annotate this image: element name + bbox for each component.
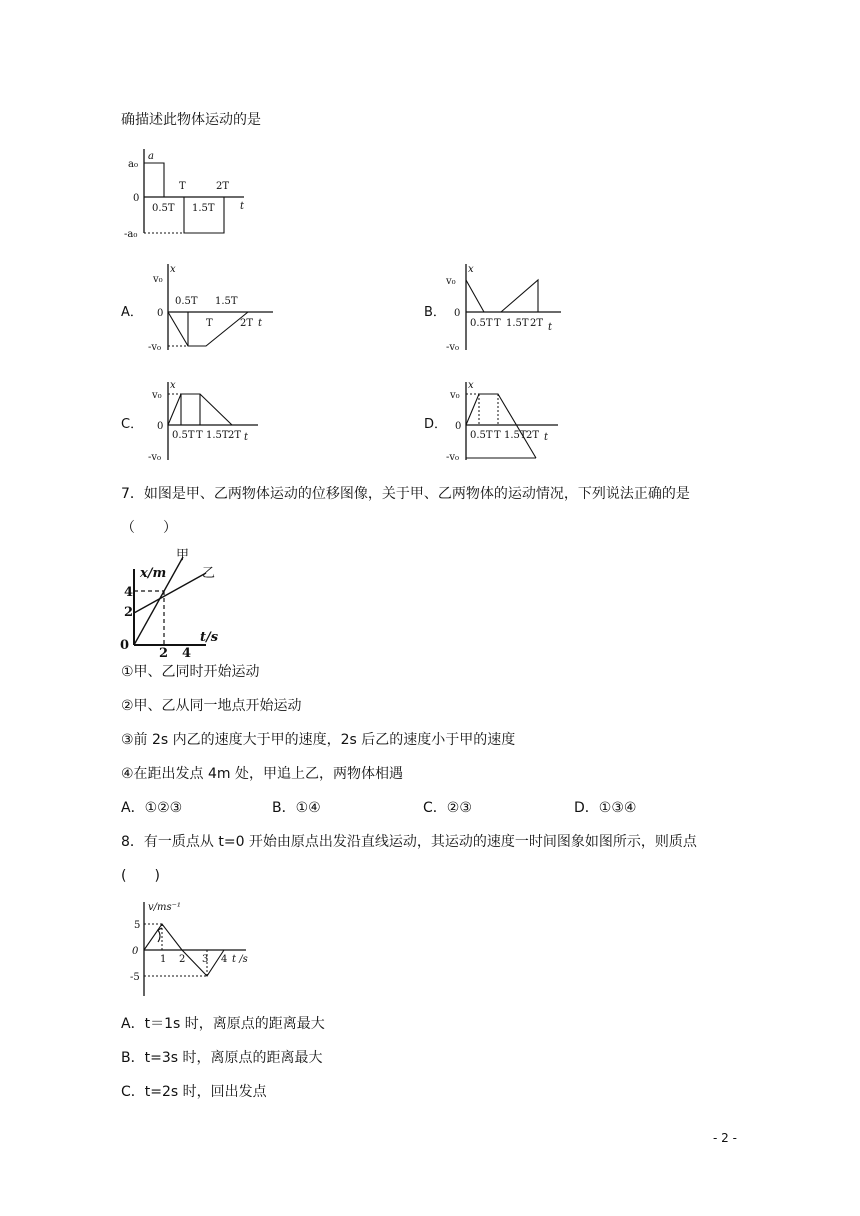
q7-statement-3: ③前 2s 内乙的速度大于甲的速度，2s 后乙的速度小于甲的速度 [121, 732, 516, 748]
q6-option-a-xtick: 2T [240, 318, 254, 329]
q7-answer-paren: （ ） [121, 520, 177, 536]
q6-graph-a-xtick: 0.5T [152, 203, 175, 214]
page-number: - 2 - [713, 1131, 737, 1145]
q6-option-c-xtick: 2T [228, 430, 242, 441]
q6-option-c-xtick: T [196, 430, 203, 441]
q8-option-b[interactable]: B．t=3s 时，离原点的距离最大 [121, 1050, 323, 1066]
q6-option-a-yaxis: x [170, 264, 176, 275]
q6-acceleration-graph [124, 145, 264, 240]
q6-option-a-ytick: 0 [157, 308, 164, 319]
q6-option-d-letter[interactable]: D． [424, 417, 448, 432]
q6-option-d-xtick: 1.5T [504, 430, 527, 441]
q8-graph-xaxis: t /s [232, 954, 248, 965]
q8-option-c[interactable]: C．t=2s 时，回出发点 [121, 1084, 267, 1100]
q6-option-b-graph [446, 260, 576, 355]
q6-option-b-ytick: v₀ [446, 276, 456, 287]
q8-graph-ytick: 0 [132, 946, 139, 957]
q7-option-d[interactable]: D．①③④ [574, 800, 637, 816]
q6-option-d-ytick: v₀ [450, 390, 460, 401]
q6-option-d-xaxis: t [544, 432, 549, 443]
q7-option-b[interactable]: B．①④ [272, 800, 321, 816]
q8-graph-xtick: 4 [221, 954, 228, 965]
q6-graph-a-xtick: 2T [216, 181, 230, 192]
q6-option-d-ytick: 0 [455, 421, 462, 432]
q6-option-d-xtick: T [494, 430, 501, 441]
q6-option-d-yaxis: x [468, 380, 474, 391]
q8-velocity-graph [128, 900, 268, 1000]
q6-option-c-xtick: 0.5T [172, 430, 195, 441]
q6-option-c-xtick: 1.5T [206, 430, 229, 441]
q8-option-a[interactable]: A．t＝1s 时，离原点的距离最大 [121, 1016, 325, 1032]
q7-statement-2: ②甲、乙从同一地点开始运动 [121, 698, 302, 714]
q6-option-d-graph [446, 378, 576, 463]
q7-graph-xtick: 4 [182, 646, 192, 661]
q6-option-d-xtick: 0.5T [470, 430, 493, 441]
q6-option-a-xaxis: t [258, 318, 263, 329]
q6-option-b-xtick: T [494, 318, 501, 329]
q6-graph-a-ytick: 0 [133, 193, 140, 204]
q6-stem-tail: 确描述此物体运动的是 [121, 112, 261, 128]
q7-statement-4: ④在距出发点 4m 处，甲追上乙，两物体相遇 [121, 766, 403, 782]
q7-graph-xaxis: t/s [200, 630, 219, 645]
q6-option-b-ytick: -v₀ [446, 342, 460, 353]
q6-option-b-xaxis: t [548, 322, 553, 333]
q7-graph-line1-label: 甲 [176, 548, 190, 563]
q6-option-b-letter[interactable]: B． [424, 305, 446, 320]
q6-option-a-xtick: T [206, 318, 213, 329]
q6-option-b-xtick: 0.5T [470, 318, 493, 329]
q6-graph-a-yaxis: a [148, 151, 154, 162]
q7-option-c[interactable]: C．②③ [423, 800, 472, 816]
q6-option-b-xtick: 1.5T [506, 318, 529, 329]
q7-graph-ytick: 2 [124, 605, 134, 620]
q6-option-b-xtick: 2T [530, 318, 544, 329]
q6-graph-a-xtick: 1.5T [192, 203, 215, 214]
q8-graph-xtick: 1 [160, 954, 167, 965]
q6-option-d-xtick: 2T [526, 430, 540, 441]
q7-option-a[interactable]: A．①②③ [121, 800, 183, 816]
q7-graph-ytick: 0 [120, 638, 130, 653]
q8-graph-ytick: -5 [130, 972, 140, 983]
q6-option-c-ytick: 0 [157, 421, 164, 432]
q8-graph-xtick: 2 [179, 954, 186, 965]
q6-option-a-xtick: 0.5T [175, 296, 198, 307]
q7-displacement-graph [118, 545, 248, 661]
q8-graph-ytick: 5 [134, 920, 141, 931]
q7-graph-yaxis: x/m [140, 566, 167, 581]
q7-statement-1: ①甲、乙同时开始运动 [121, 664, 260, 680]
q6-graph-a-xaxis: t [240, 201, 245, 212]
q7-graph-line2-label: 乙 [202, 566, 216, 581]
q6-option-a-graph [148, 260, 278, 355]
q6-option-a-ytick: -v₀ [148, 342, 162, 353]
q6-option-a-xtick: 1.5T [215, 296, 238, 307]
q6-graph-a-ytick: -a₀ [124, 229, 138, 240]
q8-graph-xtick: 3 [202, 954, 209, 965]
q6-option-c-xaxis: t [244, 432, 249, 443]
q6-option-c-letter[interactable]: C． [121, 417, 144, 432]
q6-option-a-letter[interactable]: A． [121, 305, 143, 320]
q7-stem: 7．如图是甲、乙两物体运动的位移图像，关于甲、乙两物体的运动情况，下列说法正确的是 [121, 486, 690, 502]
q6-option-c-yaxis: x [170, 380, 176, 391]
q6-option-c-ytick: v₀ [152, 390, 162, 401]
q8-answer-paren: ( ) [121, 868, 160, 884]
q8-stem: 8．有一质点从 t=0 开始由原点出发沿直线运动，其运动的速度一时间图象如图所示，则质点 [121, 834, 697, 850]
q6-graph-a-ytick: a₀ [128, 159, 138, 170]
q6-option-c-graph [148, 378, 278, 463]
q6-option-c-ytick: -v₀ [148, 452, 162, 463]
q6-option-d-ytick: -v₀ [446, 452, 460, 463]
q6-option-b-yaxis: x [468, 264, 474, 275]
q6-option-b-ytick: 0 [454, 308, 461, 319]
q6-graph-a-xtick: T [179, 181, 186, 192]
q7-graph-ytick: 4 [124, 585, 134, 600]
q6-option-a-ytick: v₀ [153, 274, 163, 285]
q8-graph-yaxis: v/ms⁻¹ [148, 902, 181, 913]
q7-graph-xtick: 2 [159, 646, 169, 661]
